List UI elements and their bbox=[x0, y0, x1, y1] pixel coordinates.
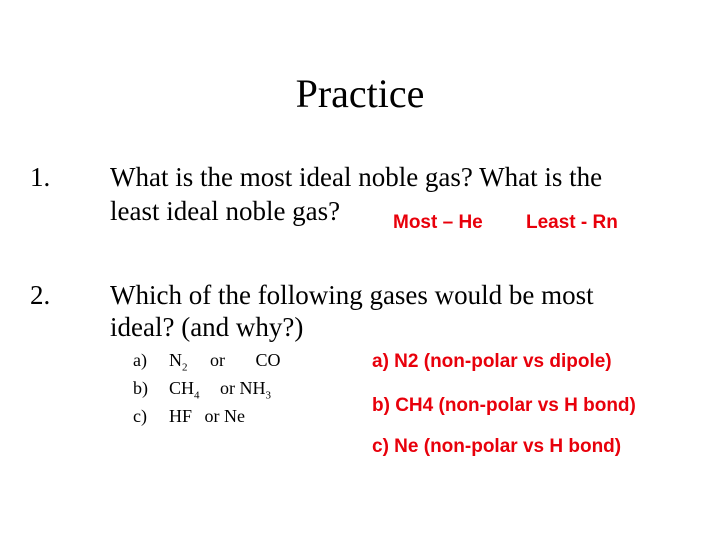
option-a bbox=[133, 350, 281, 374]
question-1-line-1: What is the most ideal noble gas? What is the bbox=[110, 162, 603, 192]
answer-c: c) Ne (non-polar vs H bond) bbox=[372, 436, 622, 457]
answer-least: Least - Rn bbox=[526, 212, 618, 233]
answer-most: Most – He bbox=[393, 212, 483, 233]
question-2-line-2: ideal? (and why?) bbox=[110, 312, 304, 342]
question-1-number: 1. bbox=[30, 162, 51, 192]
question-2-number: 2. bbox=[30, 280, 51, 310]
option-c bbox=[133, 406, 245, 430]
option-separator: or bbox=[210, 350, 225, 370]
option-left-formula: $CH_4$ bbox=[169, 378, 200, 402]
option-label: c) bbox=[133, 406, 147, 426]
slide-title: Practice bbox=[295, 71, 425, 116]
option-label: b) bbox=[133, 378, 148, 398]
option-right-formula: CO bbox=[255, 350, 281, 370]
question-2-line-1: Which of the following gases would be most bbox=[110, 280, 594, 310]
option-label: a) bbox=[133, 350, 147, 370]
option-b bbox=[133, 378, 271, 402]
option-left-formula: $N_2$ bbox=[169, 350, 188, 374]
option-right-formula: Ne bbox=[224, 406, 246, 426]
option-separator: or bbox=[220, 378, 236, 398]
option-left-formula: HF bbox=[169, 406, 193, 426]
question-1-line-2: least ideal noble gas? bbox=[110, 196, 341, 226]
option-separator: or bbox=[204, 406, 220, 426]
option-right-formula: $NH_3$ bbox=[239, 378, 272, 402]
answer-b: b) CH4 (non-polar vs H bond) bbox=[372, 395, 636, 416]
answer-a: a) N2 (non-polar vs dipole) bbox=[372, 351, 612, 372]
